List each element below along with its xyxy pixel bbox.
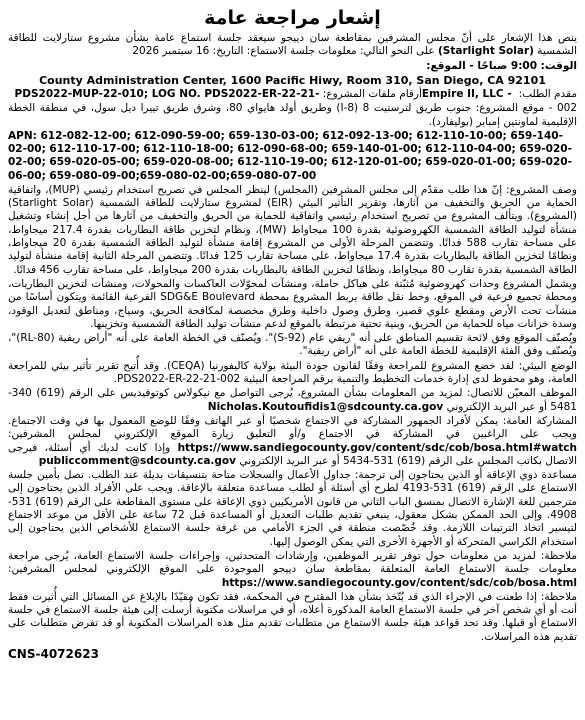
applicant-label: مقدم الطلب:: [518, 88, 577, 101]
note-1-url-link[interactable]: https://www.sandiegocounty.gov/content/sdc/cob/bosa.html: [221, 576, 577, 589]
project-description: وصف المشروع: إنّ هذا طلب مقدّم إلى مجلس المشرفين (المجلس) لينظر المجلس في تصريح استخدام رئيسي (MUP)، واتفاقية الحماية من الحريق والتخفيف من آثارها، وتقرير التأثير البيئي (EIR) لمشروع ستارلايت للطاقة الشمسية (Starlight Solar) (المشروع). ويتألف المشروع من تصريح استخدام رئيسي واتفاقية للحماية من الحريق والتخفيف من آثارها من أجل إنشاء وتشغيل منشأة لتوليد الطاقة الشمسية الكهروضوئية بقدرة 100 ميجاواط (MW)، ونظام لتخزين طاقة البطاريات بقدرة 217.4 ميجاواط، على مساحة تقارب 588 فدانًا. وتتضمن المرحلة الأولى من المشروع إقامة منشأة لتوليد الطاقة الشمسية بقدرة 20 ميجاواط، ونظامًا لتخزين الطاقة بالبطاريات بقدرة 17.4 ميجاواط، على مساحة تقارب 125 فدانًا. وتتضمن المرحلة الثانية إقامة منشأة لتوليد الطاقة الشمسية بقدرة تقارب 80 ميجاواط، ونظامًا لتخزين الطاقة بالبطاريات بقدرة 200 ميجاواط، على مساحة تقارب 456 فدانًا.: [8, 183, 578, 276]
note-1-text: ملاحظة: لمزيد من معلومات حول توفر تقرير الموظفين، وإرشادات المتحدثين، وإجراءات جلسة الاستماع العامة، يُرجى مراجعة معلومات جلسة الاستماع العامة المتعلقة بمقاطعة سان دييجو الموجودة على الموقع الإلكتروني لمجلس المشرفين:: [8, 549, 577, 576]
note-staff-report: [8, 550, 577, 590]
notice-title: إشعار مراجعة عامة: [204, 7, 381, 29]
reference-code: CNS-4072623: [8, 646, 99, 661]
file-numbers-label: أرقام ملفات المشروع:: [322, 88, 422, 101]
participation-text: المشاركة العامة: يمكن لأفراد الجمهور المشاركة في الاجتماع شخصيًا أو عبر الهاتف وفقًا للوضع المعمول بها في وقت الاجتماع. ويجب على الراغبين في المشاركة في الاجتماع و/أو التعليق زيارة الموقع الإلكتروني لمجلس المشرفين:: [8, 414, 577, 441]
file-numbers: PDS2022-MUP-22-010; LOG NO. PDS2022-ER-22-21-: [14, 88, 320, 101]
project-name-en: (Starlight Solar): [437, 45, 534, 58]
project-components: ويشمل المشروع وحدات كهروضوئية مُثبّتة على هياكل حاملة، ومنشآت لمحوّلات العاكسات والمحولات، ومنشآت لتخزين البطاريات، ومحطة تجميع فرعية في الموقع، وخط نقل طاقة يربط المشروع بمحطة SDG&E Boulevard الفرعية القائمة ويتكون أساسًا من منشآت تحت الأرض ومقطع علوي قصير، وطرق وصول داخلية وطرق مخصصة لمكافحة الحريق، وسياج، ومناطق لتعديل الوقود، وسدة خزانات مياه للحماية من الحريق، وبنية تحتية مرتبطة بالموقع لدعم منشآت توليد الطاقة الشمسية وتخزينها.: [8, 277, 577, 330]
clerk-email-link[interactable]: publiccomment@sdcounty.ca.gov: [38, 454, 236, 467]
staff-contact-text: الموظف المعيّن للاتصال: لمزيد من المعلومات بشأن المشروع، يُرجى التواصل مع نيكولاس كوتوفيديس على الرقم (619) 340-5481 أو عبر البريد الإلكتروني: [8, 387, 577, 413]
public-participation: [8, 415, 577, 468]
apn-list: APN: 612-082-12-00; 612-090-59-00; 659-130-03-00; 612-092-13-00; 612-110-10-00; 659-140-02-00; 612-110-17-00; 612-110-18-00; 612-090-68-00; 659-140-01-00; 612-110-04-00; 659-020-02-00; 659-020-05-00; 659-020-08-00; 612-110-19-00; 612-120-01-00; 659-020-01-00; 659-020-06-00; 659-080-09-00;659-080-02-00;659-080-07-00: [8, 130, 572, 182]
applicant-name: Empire II, LLC -: [421, 88, 516, 101]
accessibility-notice: مساعدة ذوي الإعاقة أو الذين يحتاجون إلى ترجمة: جداول الأعمال والسجلات متاحة بتنسيقات بديلة عند الطلب. تصل بأمين جلسة الاستماع على الرقم (619) 531-4193 لطرح أي أسئلة أو لطلب مساعدة متعلقة بالإعاقة. ويجب على الأفراد الذين يحتاجون إلى مترجمين للغة الإشارة الاتصال بمنسق الباب الثاني من قانون الأمريكيين ذوي الإعاقة على مستوى المقاطعة على الرقم (619) 531-4908. وإلى الحد الممكن بشكل معقول، ينبغي تقديم طلبات التعديل أو المساعدة قبل 72 ساعة على الأقل من موعد الاجتماع لتيسير اتخاذ الترتيبات اللازمة. وقد خُصّصت منطقة في الجزء الأمامي من غرفة جلسة الاستماع للأشخاص الذين يحتاجون إلى استخدام الكراسي المتحركة أو الأجهزة الأخرى التي يمكن الوصول إليها.: [8, 469, 577, 548]
zoning-designation: ويُصنّف الموقع وفق لائحة تقسيم المناطق على أنه "ريفي عام (S-92)". ويُصنّف في الخطة العامة على أنه "أراض ريفية (RL-80)"، ويُصنّف وفق الفئة الإقليمية للخطة العامة على أنه "أراض ريفية".: [8, 332, 578, 358]
participation-text-2: وإذا كانت لديك أي أسئلة، فيرجى الاتصال بكاتب المجلس على الرقم (619) 531-5434 أو عبر البريد الإلكتروني: [8, 441, 577, 467]
participation-url-link[interactable]: https://www.sandiegocounty.gov/content/sdc/cob/bosa.html#watch: [177, 441, 577, 454]
intro-paragraph: [8, 32, 577, 59]
intro-text: ينص هذا الإشعار على أنّ مجلس المشرفين بمقاطعة سان دييجو سيعقد جلسة استماع عامة بشأن مشروع ستارلايت للطاقة الشمسية: [8, 32, 577, 58]
applicant-line: [8, 88, 577, 101]
time-line: الوقت: 9:00 صباحًا - الموقع:: [426, 59, 577, 72]
staff-contact: [8, 387, 577, 414]
intro-text-2: على النحو التالي: معلومات جلسة الاستماع: التاريخ: 16 سبتمبر 2026: [132, 45, 435, 58]
staff-email-link[interactable]: Nicholas.Koutoufidis1@sdcounty.ca.gov: [207, 400, 444, 413]
environmental-status: الوضع البيئي: لقد خضع المشروع للمراجعة وفقًا لقانون جودة البيئة بولاية كاليفورنيا (CEQA). وقد أُتيح تقرير تأثير بيئي للمراجعة العامة، وهو محفوظ لدى إدارة خدمات التخطيط والتنمية برقم المراجعة البيئية PDS2022-ER-22-21-002.: [8, 359, 577, 386]
note-legal-challenge: ملاحظة: إذا طعنت في الإجراء الذي قد يُتّخذ بشأن هذا المقترح في المحكمة، فقد تكون مقيّدًا بالإبلاغ عن المسائل التي أُثيرت فقط أنت أو أي شخص آخر في جلسة الاستماع العامة المذكورة أعلاه، أو في مراسلات مكتوبة أُرسلت إلى هيئة جلسة الاستماع في جلسة الاستماع أو قبلها. وقد تحد قواعد هيئة جلسة الاستماع من متطلبات تقديم مثل هذه المراسلات المكتوبة أو قد تفرض متطلبات على تقديم هذه المراسلات.: [8, 590, 577, 643]
hearing-address: County Administration Center, 1600 Pacific Hiwy, Room 310, San Diego, CA 92101: [39, 73, 546, 87]
project-location: 002 - موقع المشروع: جنوب طريق لترستيت 8 (I-8) وطريق أولد هايواي 80، وشرق طريق تييرا ديل سول، في منطقة الخطة الإقليمية لماونتين إمباير (بوليفارد).: [8, 102, 578, 128]
